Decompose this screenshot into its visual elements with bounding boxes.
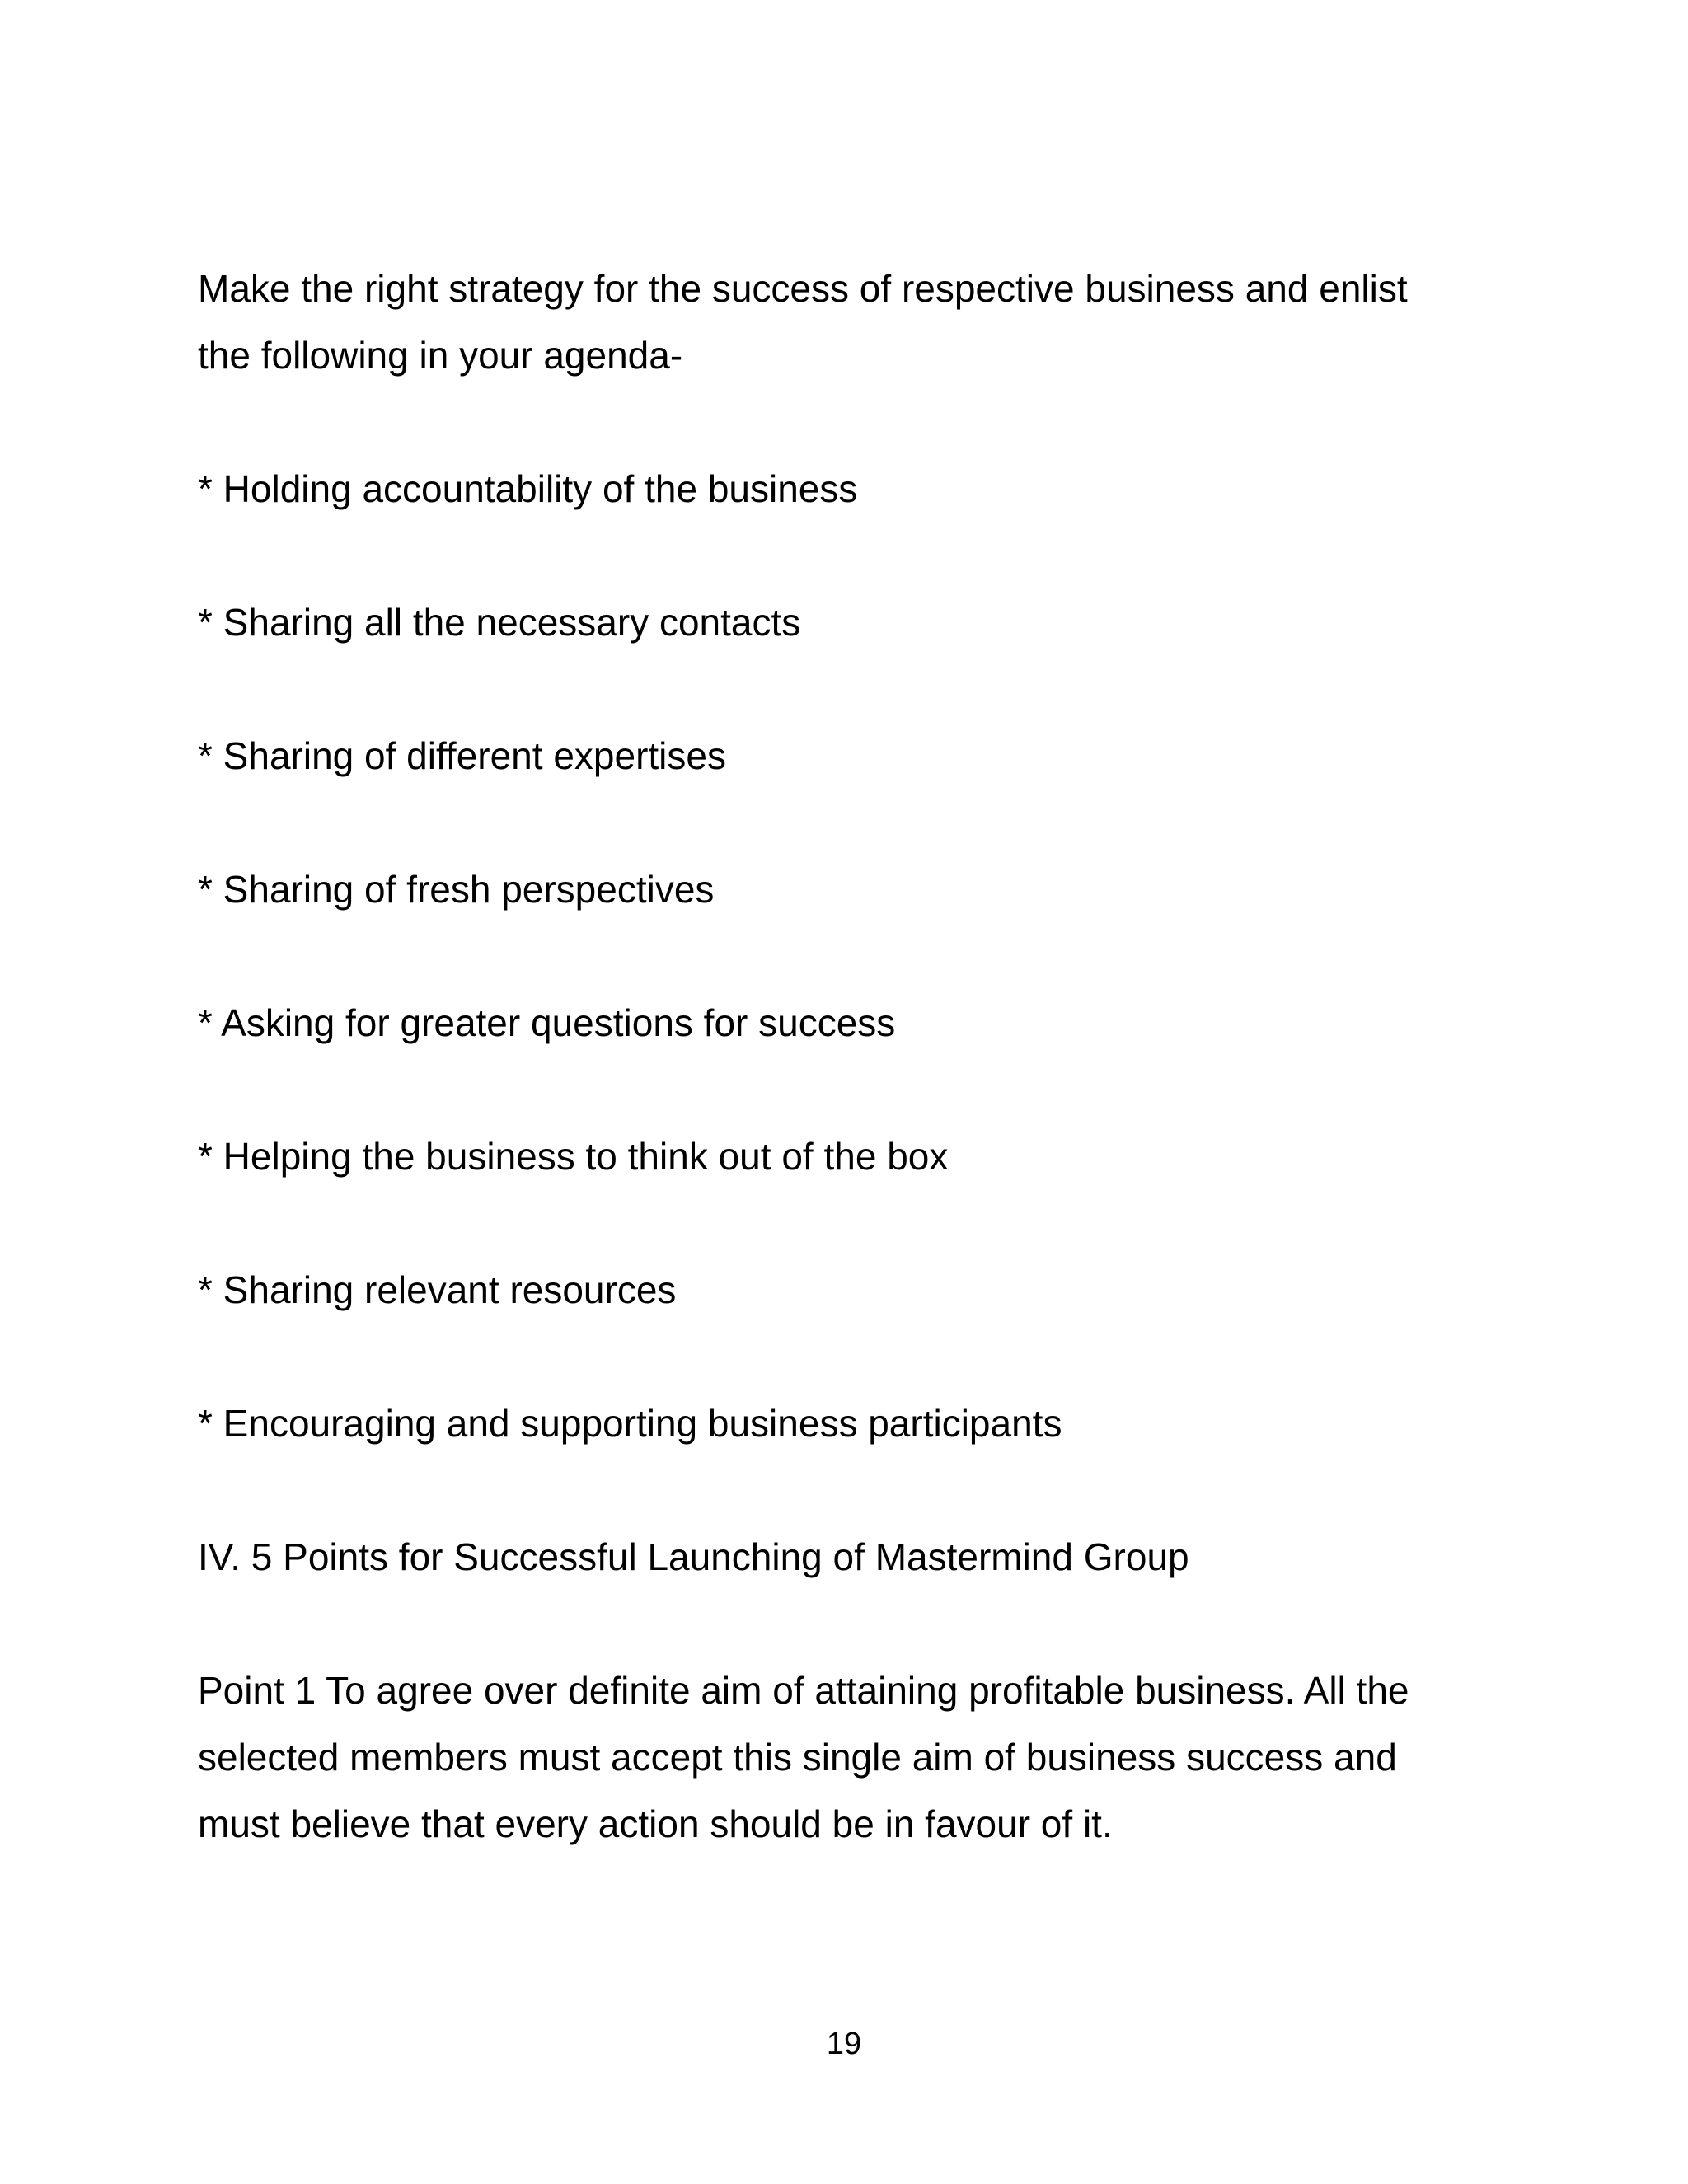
list-item: * Sharing of different expertises <box>198 734 726 777</box>
list-item: * Sharing relevant resources <box>198 1268 677 1311</box>
agenda-list <box>198 456 1467 1457</box>
intro-paragraph: Make the right strategy for the success of respective business and enlist the following in your agenda- <box>198 267 1408 377</box>
list-item: * Helping the business to think out of the box <box>198 1135 949 1178</box>
list-item: * Sharing all the necessary contacts <box>198 601 801 644</box>
list-item: * Sharing of fresh perspectives <box>198 868 715 911</box>
list-item: * Asking for greater questions for success <box>198 1001 896 1044</box>
page-content <box>198 255 1467 1858</box>
point-1-paragraph: Point 1 To agree over definite aim of attaining profitable business. All the selected members must accept this single aim of business success and must believe that every action should be in favour of it. <box>198 1669 1409 1845</box>
list-item: * Holding accountability of the business <box>198 467 858 510</box>
list-item: * Encouraging and supporting business participants <box>198 1402 1062 1445</box>
page-number: 19 <box>826 2027 862 2061</box>
section-heading: IV. 5 Points for Successful Launching of Mastermind Group <box>198 1535 1189 1578</box>
